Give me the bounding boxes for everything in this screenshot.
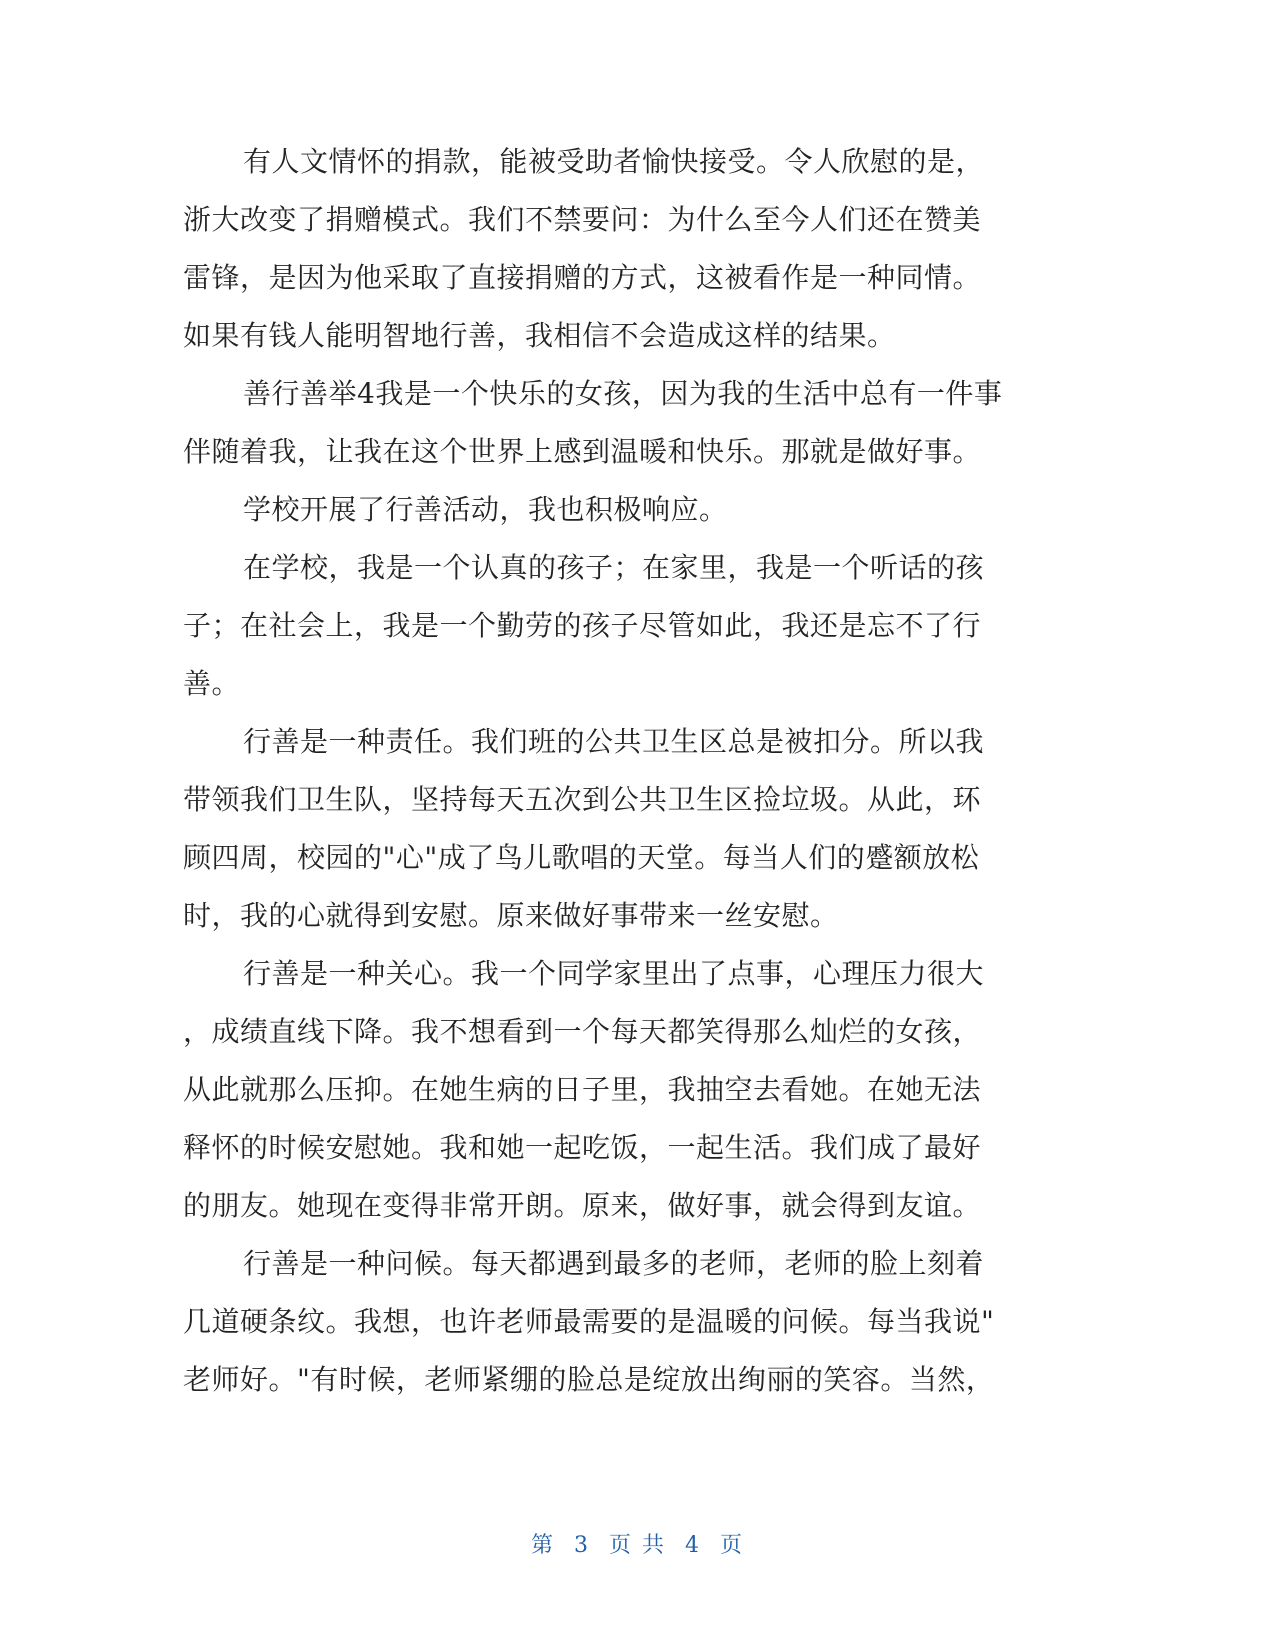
text-line: 行善是一种责任。我们班的公共卫生区总是被扣分。所以我	[243, 725, 985, 758]
text-line: 学校开展了行善活动，我也积极响应。	[243, 493, 728, 526]
footer-suffix: 页	[720, 1533, 745, 1558]
page-footer	[0, 1528, 1275, 1559]
text-line: 时，我的心就得到安慰。原来做好事带来一丝安慰。	[183, 899, 839, 932]
total-pages-number: 4	[685, 1533, 701, 1558]
text-line: 几道硬条纹。我想，也许老师最需要的是温暖的问候。每当我说"	[183, 1305, 995, 1338]
text-line: 善。	[183, 667, 241, 700]
text-line: 有人文情怀的捐款，能被受助者愉快接受。令人欣慰的是，	[243, 145, 985, 178]
text-line: 顾四周，校园的"心"成了鸟儿歌唱的天堂。每当人们的蹙额放松	[183, 841, 980, 874]
text-line: 从此就那么压抑。在她生病的日子里，我抽空去看她。在她无法	[183, 1073, 982, 1106]
text-line: 如果有钱人能明智地行善，我相信不会造成这样的结果。	[183, 319, 896, 352]
footer-prefix: 第	[530, 1533, 555, 1558]
text-line: ，成绩直线下降。我不想看到一个每天都笑得那么灿烂的女孩，	[183, 1015, 982, 1048]
text-line: 善行善举4我是一个快乐的女孩，因为我的生活中总有一件事	[243, 377, 1003, 410]
text-line: 在学校，我是一个认真的孩子；在家里，我是一个听话的孩	[243, 551, 985, 584]
text-line: 的朋友。她现在变得非常开朗。原来，做好事，就会得到友谊。	[183, 1189, 982, 1222]
text-line: 子；在社会上，我是一个勤劳的孩子尽管如此，我还是忘不了行	[183, 609, 982, 642]
text-line: 老师好。"有时候，老师紧绷的脸总是绽放出绚丽的笑容。当然，	[183, 1363, 995, 1396]
text-line: 行善是一种问候。每天都遇到最多的老师，老师的脸上刻着	[243, 1247, 985, 1280]
text-line: 伴随着我，让我在这个世界上感到温暖和快乐。那就是做好事。	[183, 435, 982, 468]
text-line: 浙大改变了捐赠模式。我们不禁要问：为什么至今人们还在赞美	[183, 203, 982, 236]
footer-middle: 页 共	[609, 1533, 666, 1558]
text-line: 行善是一种关心。我一个同学家里出了点事，心理压力很大	[243, 957, 985, 990]
current-page-number: 3	[574, 1533, 590, 1558]
text-line: 释怀的时候安慰她。我和她一起吃饭，一起生活。我们成了最好	[183, 1131, 982, 1164]
text-line: 雷锋，是因为他采取了直接捐赠的方式，这被看作是一种同情。	[183, 261, 982, 294]
text-line: 带领我们卫生队，坚持每天五次到公共卫生区捡垃圾。从此，环	[183, 783, 982, 816]
